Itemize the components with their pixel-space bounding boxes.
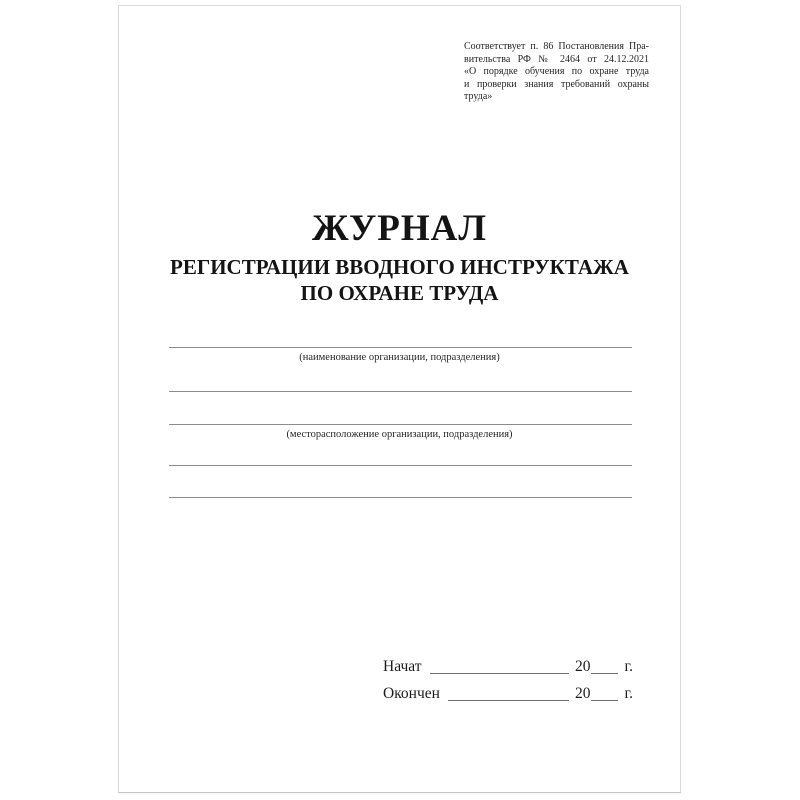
journal-cover-sheet [118,5,681,793]
started-date-row [383,656,633,676]
journal-subtitle-line1: РЕГИСТРАЦИИ ВВОДНОГО ИНСТРУКТАЖА [170,255,629,279]
compliance-note-line: и проверки знания требований охраны [464,78,649,90]
journal-title: ЖУРНАЛ [312,208,487,249]
compliance-note [464,41,649,104]
location-extra-line-2 [169,497,632,498]
started-date-fill-line [430,673,570,674]
started-label: Начат [383,658,422,675]
organization-name-caption: (наименование организации, подразделения) [299,352,500,363]
location-line [169,424,632,425]
started-year-prefix: 20 [575,658,591,675]
started-year-fill-line [591,673,618,674]
finished-label: Окончен [383,685,440,702]
compliance-note-line: Соответствует п. 86 Постановления Пра- [464,41,649,52]
organization-name-extra-line [169,391,632,392]
journal-subtitle [119,254,680,306]
finished-date-fill-line [448,700,569,701]
compliance-note-line: труда» [464,91,493,103]
finished-date-row [383,683,633,703]
finished-year-fill-line [591,700,618,701]
finished-year-prefix: 20 [575,685,591,702]
location-extra-line-1 [169,465,632,466]
started-year-suffix: г. [624,658,633,675]
finished-year-suffix: г. [624,685,633,702]
compliance-note-line: вительства РФ № 2464 от 24.12.2021 [464,53,649,65]
organization-name-line [169,347,632,348]
journal-subtitle-line2: ПО ОХРАНЕ ТРУДА [300,281,499,305]
location-caption: (месторасположение организации, подразделения) [286,429,513,440]
compliance-note-line: «О порядке обучения по охране труда [464,66,649,78]
